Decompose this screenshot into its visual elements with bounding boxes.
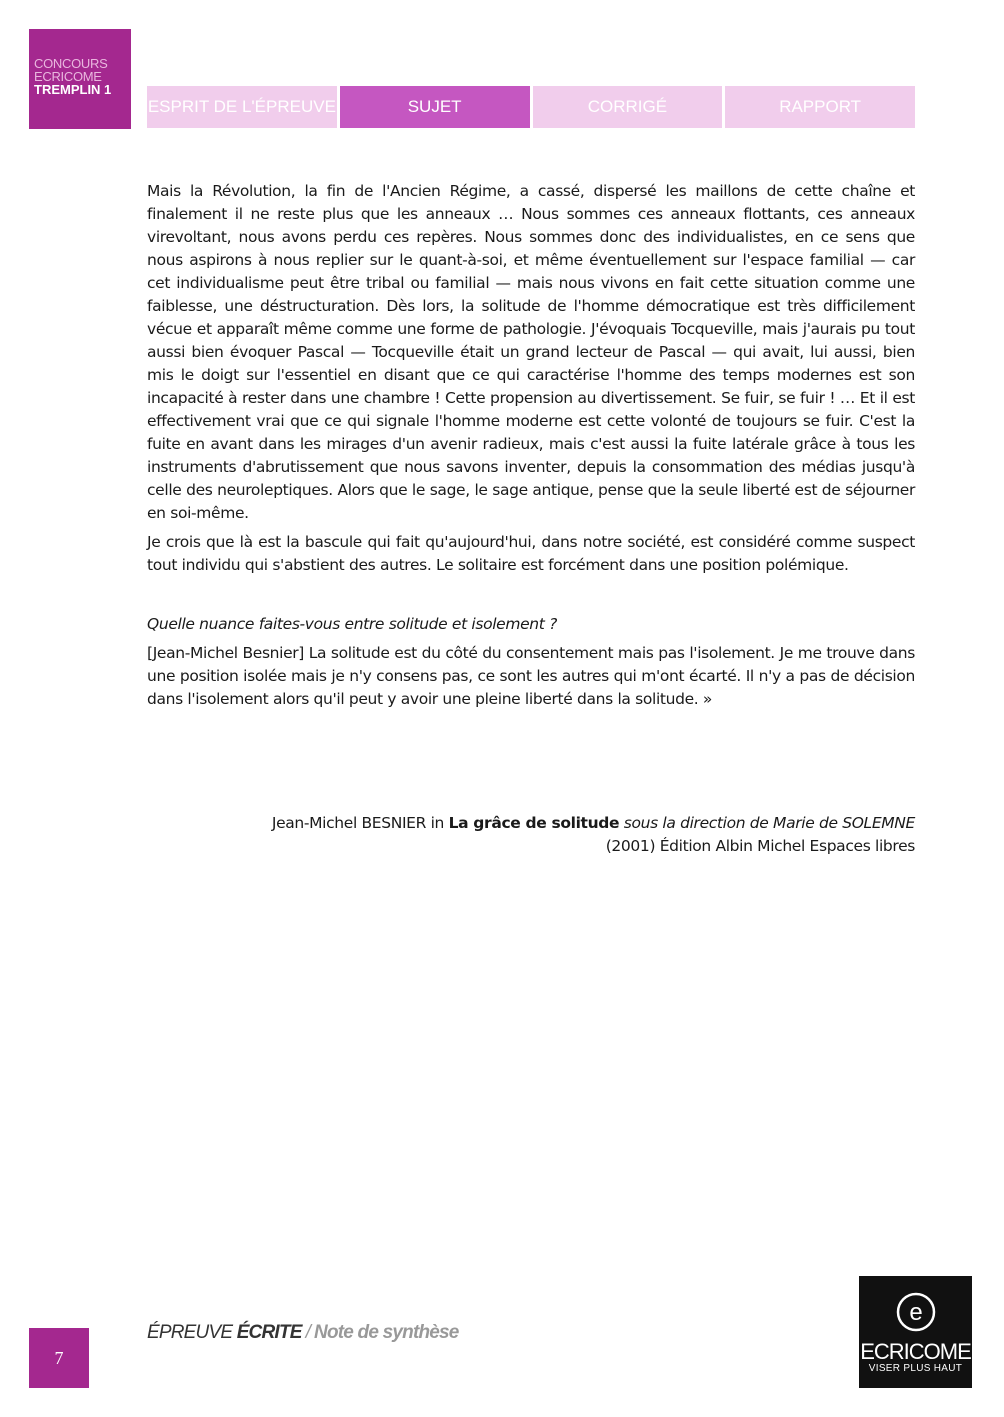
- citation-line-1: [147, 812, 915, 835]
- footer-ecrite: ÉCRITE: [236, 1322, 302, 1343]
- footer-epreuve: ÉPREUVE: [147, 1322, 237, 1343]
- source-citation: [147, 812, 915, 858]
- brand-line-concours: CONCOURS: [34, 56, 108, 71]
- logo-name: ECRICOME: [860, 1339, 971, 1364]
- interview-answer: [Jean-Michel Besnier] La solitude est du côté du consentement mais pas l'isolement. Je me trouve dans une position isolée mais je n'y consens pas, ce sont les autres qui m'ont écarté. Il n'y a pas de décision dans l'isolement alors qu'il peut y avoir une pleine liberté dans la solitude. »: [147, 644, 915, 708]
- section-tabs: [147, 86, 915, 128]
- ecricome-e-icon: [894, 1290, 938, 1334]
- tab-sujet[interactable]: SUJET: [340, 86, 530, 128]
- page-number: 7: [29, 1328, 89, 1388]
- footer-subtitle: Note de synthèse: [314, 1322, 459, 1343]
- citation-direction: sous la direction de Marie de SOLEMNE: [619, 814, 915, 832]
- tab-rapport[interactable]: RAPPORT: [725, 86, 915, 128]
- concours-brand-box: [29, 29, 131, 129]
- citation-author: Jean-Michel BESNIER in: [271, 814, 449, 832]
- svg-text:e: e: [908, 1299, 923, 1326]
- footer-separator: /: [305, 1322, 311, 1343]
- tab-esprit-epreuve[interactable]: ESPRIT DE L'ÉPREUVE: [147, 86, 337, 128]
- brand-line-ecricome: ECRICOME: [34, 69, 102, 84]
- interview-question: Quelle nuance faites-vous entre solitude et isolement ?: [147, 615, 557, 633]
- citation-title: La grâce de solitude: [448, 814, 620, 832]
- logo-tagline: VISER PLUS HAUT: [868, 1363, 963, 1374]
- tab-corrige[interactable]: CORRIGÉ: [533, 86, 723, 128]
- brand-line-tremplin: TREMPLIN 1: [34, 82, 112, 97]
- paragraph-bascule: Je crois que là est la bascule qui fait qu'aujourd'hui, dans notre société, est considéré comme suspect tout individu qui s'abstient des autres. Le solitaire est forcément dans une position polémique.: [147, 533, 915, 574]
- paragraph-revolution: Mais la Révolution, la fin de l'Ancien Régime, a cassé, dispersé les maillons de cette chaîne et finalement il ne reste plus que les anneaux … Nous sommes ces anneaux flottants, ces anneaux virevoltant, nous avons perdu ces repères. Nous sommes donc des individualistes, en ce sens que nous aspirons à nous replier sur le quant-à-soi, et même éventuellement sur l'espace familial — car cet individualisme peut être tribal ou familial — mais nous vivons en fait cette situation comme une faiblesse, une déstructuration. Dès lors, la solitude de l'homme démocratique est très difficilement vécue et apparaît même comme une forme de pathologie. J'évoquais Tocqueville, mais j'aurais pu tout aussi bien évoquer Pascal — Tocqueville était un grand lecteur de Pascal — qui avait, lui aussi, bien mis le doigt sur l'essentiel en disant que ce qui caractérise l'homme des temps modernes est son incapacité à rester dans une chambre ! Cette propension au divertissement. Se fuir, se fuir ! … Et il est effectivement vrai que ce qui signale l'homme moderne est cette volonté de toujours se fuir. C'est la fuite en avant dans les mirages d'un avenir radieux, mais c'est aussi la fuite latérale grâce à tous les instruments d'abrutissement que nous savons inventer, depuis la consommation des médias jusqu'à celle des neuroleptiques. Alors que le sage, le sage antique, pense que la seule liberté est de séjourner en soi-même.: [147, 182, 915, 522]
- citation-edition: (2001) Édition Albin Michel Espaces libres: [605, 837, 915, 855]
- footer-title: [147, 1322, 459, 1344]
- ecricome-logo: [859, 1276, 972, 1388]
- document-body: [147, 180, 915, 717]
